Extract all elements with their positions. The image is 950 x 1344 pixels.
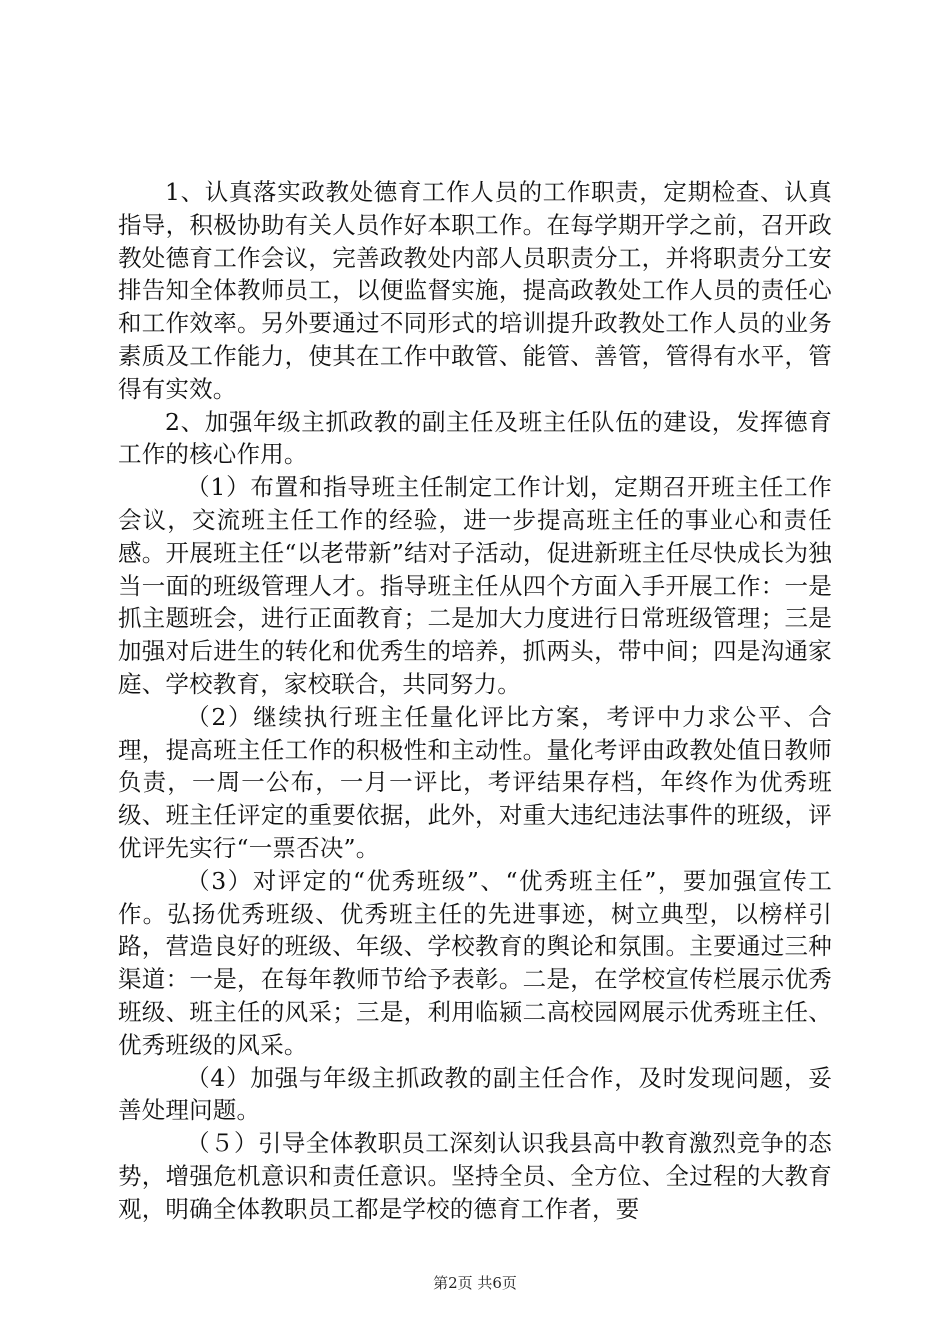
paragraph-item-3: （3）对评定的“优秀班级”、“优秀班主任”，要加强宣传工作。弘扬优秀班级、优秀班主任的先进事迹，树立典型，以榜样引路，营造良好的班级、年级、学校教育的舆论和氛围。主要通过三种渠道：一是，在每年教师节给予表彰。二是，在学校宣传栏展示优秀班级、班主任的风采；三是，利用临颍二高校园网展示优秀班主任、优秀班级的风采。 (118, 866, 832, 1059)
document-body (118, 176, 832, 1226)
page-number-footer: 第2页 共6页 (433, 1274, 517, 1292)
paragraph-item-1: （1）布置和指导班主任制定工作计划，定期召开班主任工作会议，交流班主任工作的经验，进一步提高班主任的事业心和责任感。开展班主任“以老带新”结对子活动，促进新班主任尽快成长为独当一面的班级管理人才。指导班主任从四个方面入手开展工作：一是抓主题班会，进行正面教育；二是加大力度进行日常班级管理；三是加强对后进生的转化和优秀生的培养，抓两头，带中间；四是沟通家庭、学校教育，家校联合，共同努力。 (118, 473, 832, 698)
paragraph-item-5: （５）引导全体教职员工深刻认识我县高中教育激烈竞争的态势，增强危机意识和责任意识。坚持全员、全方位、全过程的大教育观，明确全体教职员工都是学校的德育工作者，要 (118, 1129, 832, 1223)
paragraph-item-4: （4）加强与年级主抓政教的副主任合作，及时发现问题，妥善处理问题。 (118, 1063, 832, 1125)
paragraph-item-2: （2）继续执行班主任量化评比方案，考评中力求公平、合理，提高班主任工作的积极性和主动性。量化考评由政教处值日教师负责，一周一公布，一月一评比，考评结果存档，年终作为优秀班级、班主任评定的重要依据，此外，对重大违纪违法事件的班级，评优评先实行“一票否决”。 (118, 702, 832, 862)
paragraph-2: 2、加强年级主抓政教的副主任及班主任队伍的建设，发挥德育工作的核心作用。 (118, 407, 832, 469)
paragraph-1: 1、认真落实政教处德育工作人员的工作职责，定期检查、认真指导，积极协助有关人员作好本职工作。在每学期开学之前，召开政教处德育工作会议，完善政教处内部人员职责分工，并将职责分工安排告知全体教师员工，以便监督实施，提高政教处工作人员的责任心和工作效率。另外要通过不同形式的培训提升政教处工作人员的业务素质及工作能力，使其在工作中敢管、能管、善管，管得有水平，管得有实效。 (118, 178, 832, 403)
